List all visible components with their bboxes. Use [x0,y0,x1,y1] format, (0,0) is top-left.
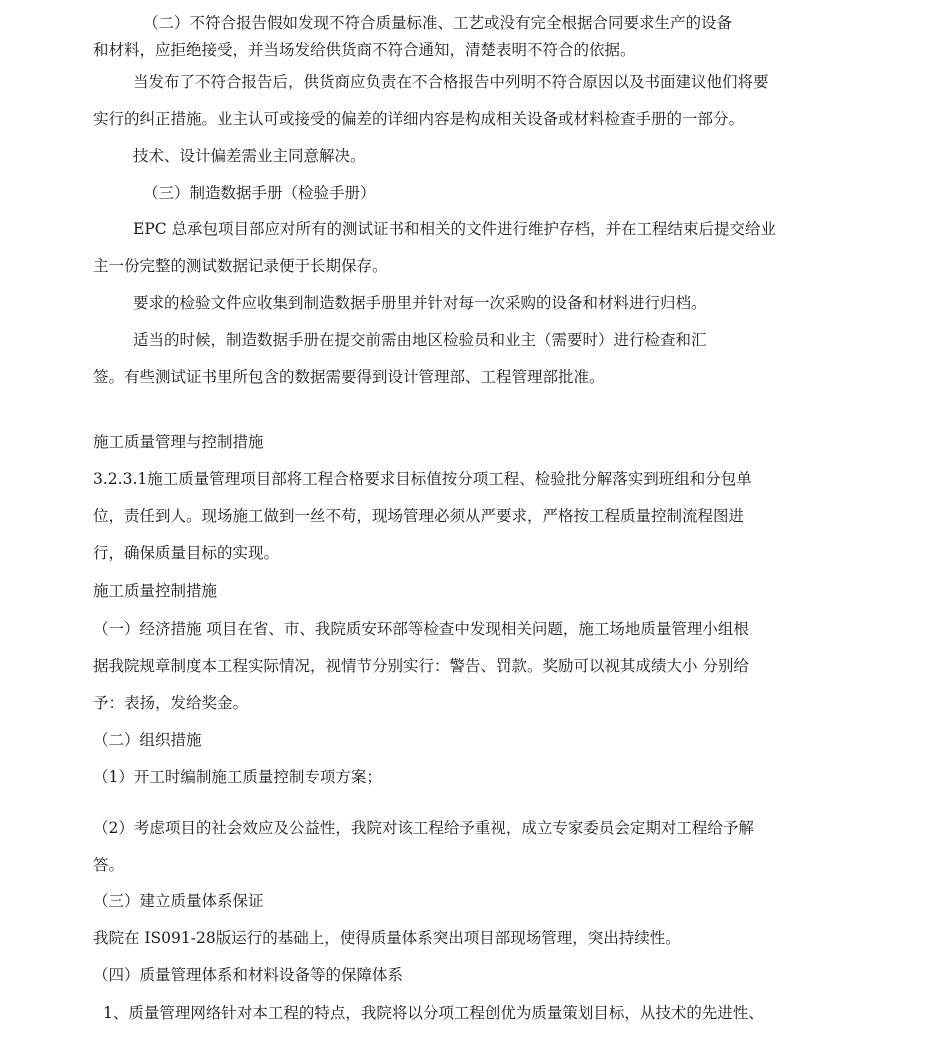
organization-item-2-line-1: （2）考虑项目的社会效应及公益性，我院对该工程给予重视，成立专家委员会定期对工程给予解 [93,819,754,837]
data-manual-review-para-line-2: 签。有些测试证书里所包含的数据需要得到设计管理部、工程管理部批准。 [93,368,605,386]
quality-system-heading: （三）建立质量体系保证 [93,892,264,910]
quality-system-para: 我院在 IS091-28版运行的基础上，使得质量体系突出项目部现场管理，突出持续性。 [93,929,681,947]
quality-management-para-line-1: 3.2.3.1施工质量管理项目部将工程合格要求目标值按分项工程、检验批分解落实到班组和分包单 [93,470,752,488]
nonconformance-para-line-1: （二）不符合报告假如发现不符合质量标准、工艺或没有完全根据合同要求生产的设备 [143,14,733,32]
organization-item-1: （1）开工时编制施工质量控制专项方案； [93,768,382,786]
nonconformance-para-line-2: 和材料，应拒绝接受，并当场发给供货商不符合通知，清楚表明不符合的依据。 [93,41,636,59]
economic-measures-line-1: （一）经济措施 项目在省、市、我院质安环部等检查中发现相关问题，施工场地质量管理小组根 [93,620,749,638]
data-manual-heading: （三）制造数据手册（检验手册） [143,184,376,202]
design-deviation-para: 技术、设计偏差需业主同意解决。 [133,147,366,165]
quality-control-subtitle: 施工质量控制措施 [93,582,218,600]
epc-archive-para-line-1: EPC 总承包项目部应对所有的测试证书和相关的文件进行维护存档，并在工程结束后提交给业 [133,220,777,238]
corrective-action-para-line-2: 实行的纠正措施。业主认可或接受的偏差的详细内容是构成相关设备或材料检查手册的一部分。 [93,110,745,128]
inspection-files-para: 要求的检验文件应收集到制造数据手册里并针对每一次采购的设备和材料进行归档。 [133,294,707,312]
quality-management-para-line-2: 位，责任到人。现场施工做到一丝不苟，现场管理必须从严要求，严格按工程质量控制流程图进 [93,507,745,525]
economic-measures-line-2: 据我院规章制度本工程实际情况，视情节分别实行：警告、罚款。奖励可以视其成绩大小 分别给 [93,657,749,675]
construction-quality-title: 施工质量管理与控制措施 [93,433,264,451]
economic-measures-line-3: 予：表扬，发给奖金。 [93,694,249,712]
organization-item-2-line-2: 答。 [93,856,125,874]
epc-archive-para-line-2: 主一份完整的测试数据记录便于长期保存。 [93,257,388,275]
quality-management-para-line-3: 行，确保质量目标的实现。 [93,544,280,562]
corrective-action-para-line-1: 当发布了不符合报告后，供货商应负责在不合格报告中列明不符合原因以及书面建议他们将要 [133,73,769,91]
guarantee-system-heading: （四）质量管理体系和材料设备等的保障体系 [93,966,404,984]
organization-measures-heading: （二）组织措施 [93,731,202,749]
data-manual-review-para-line-1: 适当的时候，制造数据手册在提交前需由地区检验员和业主（需要时）进行检查和汇 [133,331,707,349]
quality-network-item-1: 1、质量管理网络针对本工程的特点，我院将以分项工程创优为质量策划目标，从技术的先进性、 [103,1004,764,1022]
